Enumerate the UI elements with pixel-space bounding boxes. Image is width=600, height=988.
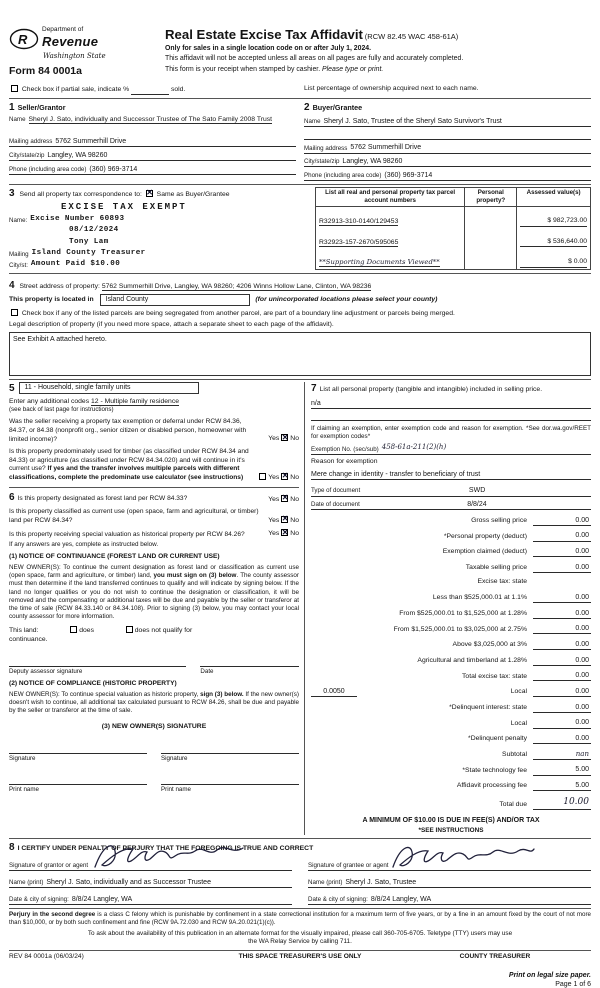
- local-rate-value[interactable]: 0.0050: [311, 687, 357, 697]
- property-location-section: 4 Street address of property: 5762 Summerhill Drive, Langley, WA 98260; 4206 Winns Hollow Lane, Clinton, WA 98236 This property is located in Island County (for unincorporated locations please select your county) Check box if any of the listed parcels are being segregated from another parcel, are part of a boundary line adjustment or parcels being merged. Legal description of property (if you need more space, attach a separate sheet to each page of the affidavit). See Exhibit A attached hereto.: [9, 273, 591, 376]
- deputy-assessor-row: [9, 657, 299, 676]
- additional-codes-field[interactable]: 12 - Multiple family residence: [91, 397, 180, 405]
- exemption-deferral-question: Was the seller receiving a property tax exemption or deferral under RCW 84.36, 84.37, or 84.38 (nonprofit org., senior citizen or disabled person, homeowner with limited income)? Yes ✕ No: [9, 418, 299, 444]
- new-owner-signature-title: (3) NEW OWNER(S) SIGNATURE: [101, 723, 207, 731]
- correspondence-city-label: City/st:: [9, 262, 28, 270]
- gross-selling-price-row: Gross selling price 0.00: [471, 516, 589, 524]
- minimum-due-note: A MINIMUM OF $10.00 IS DUE IN FEE(S) AND/OR TAX: [362, 816, 540, 824]
- total-due-value[interactable]: 10.00: [533, 797, 591, 810]
- type-of-document-field[interactable]: Type of document SWD: [311, 486, 591, 496]
- forest-land-question: 6 Is this property designated as forest land per RCW 84.33? Yes ✕ No: [9, 491, 299, 504]
- tax-computation-section: 7 List all personal property (tangible and intangible) included in selling price. n/a If claiming an exemption, enter exemption code and reason for exemption. *See dor.wa.gov/REET for exemption codes* Exemption No. (sec/sub) 458-61a-211(2)(h) Reason for exemption Mere change in identity - transfer to beneficiary of trust Type of document SWD Date of document 8/8/24 Gross selling price 0.00 *Personal property (deduct) 0.00 Exemption claimed (deduct) 0.00 Taxable selling price 0.00 Excise tax: state Less than $525,000.01 at 1.1% 0.00 From $525,000.01 to $1,525,000 at 1.28% 0.00 From $1,525,000.01 to $3,025,000 at 2.75% 0.00 Above $3,025,000 at 3% 0.00 Agricultural and timberland at 1.28% 0.00 Total excise tax: state 0.00 0.0050 Local 0.00 *Delinquent interest: state 0.00 Local 0.00 *Delinquent penalty 0.00 Subtotal nan *State technology fee 5.00 Affidavit processing fee 5.00 Total due 10.00 A MINIMUM OF $10.00 IS DUE IN FEE(S) AND/OR TAX *SEE INSTRUCTIONS: [304, 382, 591, 835]
- exemption-number-field[interactable]: Exemption No. (sec/sub) 458-61a-211(2)(h): [311, 445, 591, 455]
- see-instructions-note: (see back of last page for instructions): [9, 406, 114, 414]
- new-owner-printname-field-2[interactable]: [161, 775, 299, 785]
- see-instructions-footnote: *SEE INSTRUCTIONS: [418, 826, 484, 834]
- new-owner-signature-row: [9, 744, 299, 763]
- grantee-signature: [388, 839, 538, 873]
- send-correspondence-label: Send all property tax correspondence to:: [19, 190, 142, 198]
- does-not-qualify-checkbox[interactable]: [126, 626, 133, 633]
- signature-label-1: Signature: [9, 754, 36, 762]
- timber-yes-checkbox[interactable]: [259, 473, 266, 480]
- printname-label-1: Print name: [9, 785, 39, 793]
- exemption-claimed-row: Exemption claimed (deduct) 0.00: [442, 548, 589, 556]
- assessed-value-2[interactable]: $ 536,640.00: [520, 238, 587, 248]
- personal-property-deduct-row: *Personal property (deduct) 0.00: [443, 532, 589, 540]
- signature-label-2: Signature: [161, 754, 188, 762]
- grantor-name-field[interactable]: Name (print) Sheryl J. Sato, individually and as Successor Trustee: [9, 877, 292, 888]
- page-indicator: Page 1 of 6: [555, 981, 591, 988]
- seller-name-field[interactable]: Name Sheryl J. Sato, individually and Successor Trustee of The Sato Family 2008 Trust: [9, 115, 273, 123]
- excise-tax-state-spacer: [533, 579, 591, 587]
- correspondence-block: 3 Send all property tax correspondence to: ✕ Same as Buyer/Grantee EXCISE TAX EXEMPT Name: Excise Number 60893 08/12/2024 Tony Lam Mailing Island County Treasurer City/st: Amount Paid $10.00: [9, 187, 309, 270]
- tier2-value[interactable]: 0.00: [533, 609, 591, 619]
- reason-for-exemption-field[interactable]: Mere change in identity - transfer to beneficiary of trust: [311, 470, 591, 480]
- supporting-documents-note: **Supporting Documents Viewed**: [319, 258, 440, 267]
- notice-compliance-body: NEW OWNER(S): To continue special valuation as historic property, sign (3) below. If the new owner(s) doesn't wish to continue, all additional tax calculated pursuant to RCW 84.26, shall be due and payable by the seller or transferor at the time of sale.: [9, 690, 299, 714]
- partial-sale-checkbox[interactable]: [11, 85, 18, 92]
- excise-stamp-cashier: Tony Lam: [69, 237, 109, 246]
- buyer-grantee-section: 2 Buyer/Grantee Name Sheryl J. Sato, Trustee of the Sheryl Sato Survivor's Trust Mailing address 5762 Summerhill Drive City/state/zip Langley, WA 98260 Phone (including area code) (360) 969-3714: [304, 101, 591, 181]
- street-address-field[interactable]: 5762 Summerhill Drive, Langley, WA 98260; 4206 Winns Hollow Lane, Clinton, WA 98236: [101, 282, 372, 290]
- timber-agriculture-question: Is this property predominately used for timber (as classified under RCW 84.34 and 84.33) or agriculture (as classified under RCW 84.34.020) and will continue in it's current use? If yes and the transfer involves multiple parcels with different classifications, complete the predominate use calculator (see instructions) Yes ✕ No: [9, 448, 299, 482]
- notice-continuance-body: NEW OWNER(S): To continue the current designation as forest land or classification as current use (open space, farm and agriculture, or timber) land, you must sign on (3) below. The county assessor must then determine if the land transferred continues to qualify and will indicate by signing below. If the land no longer qualifies or you do not wish to continue the designation or classification, it will be removed and the compensating or additional taxes will be due and payable by the seller or transferor at the time of sale (RCW 84.33.140 or 84.34.108). Prior to signing (3) below, you may contact your local county assessor for more information.: [9, 564, 300, 621]
- parcel-account-2[interactable]: R32923-157-2670/595065: [319, 238, 399, 246]
- subtotal-value[interactable]: nan: [533, 750, 591, 760]
- correspondence-name-label: Name:: [9, 216, 28, 224]
- continuance-label: continuance.: [9, 636, 48, 644]
- correspondence-mailing-label: Mailing: [9, 250, 29, 258]
- personal-property-field-line2[interactable]: [311, 412, 591, 421]
- exemption-deferral-no-checkbox[interactable]: [281, 434, 288, 441]
- new-owner-printname-row: [9, 775, 299, 794]
- footer-row: [9, 950, 591, 962]
- personal-property-cell-3[interactable]: [465, 248, 517, 269]
- affidavit-processing-fee-value[interactable]: 5.00: [533, 781, 591, 791]
- form-header: [9, 26, 591, 79]
- personal-property-cell-1[interactable]: [465, 206, 517, 227]
- legal-description-label: Legal description of property (if you need more space, attach a separate sheet to each page of the affidavit).: [9, 321, 334, 329]
- land-use-code-field[interactable]: 11 - Household, single family units: [19, 382, 199, 394]
- svg-text:R: R: [18, 31, 28, 47]
- new-owner-printname-field-1[interactable]: [9, 775, 147, 785]
- grantor-signing-block: [9, 854, 292, 905]
- header-note-3: This form is your receipt when stamped by cashier. Please type or print.: [165, 65, 384, 73]
- total-due-row: Total due 10.00: [499, 796, 589, 808]
- new-owner-signature-field-2[interactable]: [161, 744, 299, 754]
- additional-codes-label: Enter any additional codes: [9, 397, 90, 405]
- notice-continuance-title: (1) NOTICE OF CONTINUANCE (FOREST LAND OR CURRENT USE): [9, 553, 220, 561]
- print-legal-size-note: Print on legal size paper.: [508, 972, 591, 980]
- total-excise-state-value[interactable]: 0.00: [533, 671, 591, 681]
- personal-property-col-header: Personal property?: [465, 187, 517, 206]
- delinquent-interest-local-value[interactable]: 0.00: [533, 718, 591, 728]
- total-excise-state-row: Total excise tax: state 0.00: [462, 672, 589, 680]
- buyer-name-field[interactable]: Name Sheryl J. Sato, Trustee of the Sheryl Sato Survivor's Trust: [304, 117, 591, 127]
- historic-no-checkbox[interactable]: [281, 529, 288, 536]
- parcel-table: [315, 187, 591, 270]
- exemption-number-value: 458-61a-211(2)(h): [381, 442, 447, 451]
- parcel-account-1[interactable]: R32913-310-0140/129453: [319, 217, 399, 225]
- lower-columns: [9, 379, 591, 835]
- exemption-note: If claiming an exemption, enter exemption code and reason for exemption. *See dor.wa.gov/REET for exemption codes*: [311, 425, 591, 441]
- assessed-value-3[interactable]: $ 0.00: [520, 258, 587, 268]
- tier3-value[interactable]: 0.00: [533, 624, 591, 634]
- header-note-2: This affidavit will not be accepted unless all areas on all pages are fully and accurately completed.: [165, 55, 464, 63]
- if-yes-note: If any answers are yes, complete as instructed below.: [9, 541, 159, 549]
- does-qualify-checkbox[interactable]: [70, 626, 77, 633]
- parcel-col-header: List all real and personal property tax parcel account numbers: [316, 187, 465, 206]
- tier4-value[interactable]: 0.00: [533, 640, 591, 650]
- personal-property-label: List all personal property (tangible and intangible) included in selling price.: [319, 386, 543, 393]
- county-treasurer-label: COUNTY TREASURER: [459, 952, 531, 960]
- new-owner-signature-field-1[interactable]: [9, 744, 147, 754]
- notice-compliance-title: (2) NOTICE OF COMPLIANCE (HISTORIC PROPERTY): [9, 679, 177, 687]
- form-number: Form 84 0001a: [9, 65, 82, 78]
- grantor-signature-field[interactable]: Signature of grantor or agent: [9, 860, 292, 871]
- reason-for-exemption-label: Reason for exemption: [311, 458, 378, 466]
- taxable-selling-price-row: Taxable selling price 0.00: [465, 563, 589, 572]
- deputy-date-field[interactable]: [200, 657, 299, 667]
- delinquent-penalty-value[interactable]: 0.00: [533, 734, 591, 744]
- located-in-label: This property is located in: [9, 296, 94, 304]
- accessibility-note: To ask about the availability of this publication in an alternate format for the visually impaired, please call 360-705-6705. Teletype (TTY) users may use the WA Relay Service by calling 711.: [87, 930, 513, 946]
- assessed-value-col-header: Assessed value(s): [517, 187, 591, 206]
- title-block: [159, 26, 591, 79]
- tier1-value[interactable]: 0.00: [533, 593, 591, 603]
- tier1-row: Less than $525,000.01 at 1.1% 0.00: [432, 593, 589, 602]
- deputy-date-label: Date: [200, 667, 214, 675]
- buyer-name-overflow-line[interactable]: [304, 131, 591, 140]
- treasurer-space-label: THIS SPACE TREASURER'S USE ONLY: [238, 952, 362, 960]
- perjury-statement: Perjury in the second degree is a class C felony which is punishable by confinement in a state correctional institution for a maximum term of five years, or by a fine in an amount fixed by the court of not more than $10,000, or by both such confinement and fine (RCW 9A.72.030 and RCW 9A.20.021(1)(c)).: [9, 908, 591, 927]
- delinquent-penalty-row: *Delinquent penalty 0.00: [468, 735, 589, 743]
- current-use-question: Is this property classified as current use (open space, farm and agricultural, or timber) land per RCW 84.34? Yes ✕ No: [9, 508, 299, 525]
- grantee-signature-field[interactable]: Signature of grantee or agent: [308, 860, 591, 871]
- county-select[interactable]: Island County: [100, 294, 250, 306]
- deputy-assessor-signature-field[interactable]: [9, 657, 186, 667]
- current-use-no-checkbox[interactable]: [281, 516, 288, 523]
- parcel-row: [316, 228, 591, 249]
- same-as-buyer-label: Same as Buyer/Grantee: [156, 190, 230, 198]
- agricultural-timberland-value[interactable]: 0.00: [533, 656, 591, 666]
- parties-section: [9, 98, 591, 181]
- local-tax-value[interactable]: 0.00: [533, 687, 591, 697]
- excise-stamp-line1: EXCISE TAX EXEMPT: [61, 201, 187, 212]
- certify-statement: I CERTIFY UNDER PENALTY OF PERJURY THAT THE FOREGOING IS TRUE AND CORRECT: [17, 844, 314, 852]
- county-note: (for unincorporated locations please select your county): [255, 296, 438, 304]
- seller-grantor-section: 1 Seller/Grantor Name Sheryl J. Sato, individually and Successor Trustee of The Sato Family 2008 Trust Mailing address 5762 Summerhill Drive City/state/zip Langley, WA 98260 Phone (including area code) (360) 969-3714: [9, 101, 296, 181]
- gross-selling-price-value[interactable]: 0.00: [533, 516, 591, 526]
- state-technology-fee-value[interactable]: 5.00: [533, 765, 591, 775]
- buyer-phone-field[interactable]: Phone (including area code) (360) 969-3714: [304, 171, 591, 181]
- partial-sale-row: [9, 85, 591, 95]
- personal-property-field[interactable]: n/a: [311, 399, 591, 409]
- buyer-heading: Buyer/Grantee: [312, 102, 363, 112]
- street-address-label: Street address of property:: [19, 282, 100, 290]
- local-rate-row: 0.0050 Local 0.00: [311, 687, 591, 697]
- subtotal-row: Subtotal nan: [502, 749, 589, 759]
- delinquent-interest-state-value[interactable]: 0.00: [533, 703, 591, 713]
- grantee-date-field[interactable]: Date & city of signing: 8/8/24 Langley, WA: [308, 894, 591, 905]
- historic-property-question: Is this property receiving special valuation as historical property per RCW 84.26? Yes ✕ No: [9, 529, 299, 539]
- timber-no-checkbox[interactable]: [281, 473, 288, 480]
- personal-property-cell-2[interactable]: [465, 228, 517, 249]
- agricultural-timberland-row: Agricultural and timberland at 1.28% 0.00: [417, 656, 589, 664]
- grantor-signature: [89, 837, 249, 873]
- excise-stamp-number: Excise Number 60893: [30, 214, 125, 223]
- grantor-date-field[interactable]: Date & city of signing: 8/8/24 Langley, WA: [9, 894, 292, 905]
- partial-sale-label: Check box if partial sale, indicate %: [21, 86, 130, 94]
- personal-property-deduct-value[interactable]: 0.00: [533, 531, 591, 541]
- washington-state-label: Washington State: [43, 52, 106, 61]
- printname-label-2: Print name: [161, 785, 191, 793]
- excise-stamp-treasurer: Island County Treasurer: [31, 249, 146, 258]
- revenue-label: Revenue: [42, 34, 99, 50]
- assessed-value-1[interactable]: $ 982,723.00: [520, 217, 587, 227]
- left-column: [9, 382, 304, 835]
- partial-sale-suffix: sold.: [170, 86, 186, 94]
- grantee-name-field[interactable]: Name (print) Sheryl J. Sato, Trustee: [308, 877, 591, 888]
- seller-mailing-field[interactable]: Mailing address 5762 Summerhill Drive: [9, 137, 296, 147]
- designation-section: [9, 487, 299, 794]
- date-of-document-field[interactable]: Date of document 8/8/24: [311, 500, 591, 510]
- dor-logo: [9, 27, 39, 51]
- ownership-note: List percentage of ownership acquired next to each name.: [304, 85, 479, 93]
- segregated-checkbox[interactable]: [11, 309, 18, 316]
- affidavit-processing-fee-row: Affidavit processing fee 5.00: [456, 782, 589, 790]
- deputy-assessor-label: Deputy assessor signature: [9, 667, 83, 675]
- taxable-selling-price-value[interactable]: 0.00: [533, 563, 591, 573]
- partial-percent-field[interactable]: [131, 87, 169, 95]
- segregated-label: Check box if any of the listed parcels are being segregated from another parcel, are part of a boundary line adjustment or parcels being merged.: [21, 309, 455, 317]
- forest-land-no-checkbox[interactable]: [281, 495, 288, 502]
- buyer-citystatezip-field[interactable]: City/state/zip Langley, WA 98260: [304, 157, 591, 167]
- legal-description-value: See Exhibit A attached hereto.: [13, 336, 107, 343]
- excise-stamp-amount: Amount Paid $10.00: [30, 260, 121, 269]
- parcel-row: [316, 248, 591, 269]
- land-use-section: 5 11 - Household, single family units Enter any additional codes 12 - Multiple family residence (see back of last page for instructions) Was the seller receiving a property tax exemption or deferral under RCW 84.36, 84.37, or 84.38 (nonprofit org., senior citizen or disabled person, homeowner with limited income)? Yes ✕ No Is this property predominately used for timber (as classified under RCW 84.34 and 84.33) or agriculture (as classified under RCW 84.34.020) and will continue in it's current use? If yes and the transfer involves multiple parcels with different classifications, complete the predominate use calculator (see instructions) Yes ✕ No: [9, 382, 299, 482]
- dept-of-label: Department of: [42, 26, 84, 33]
- continuance-qualify-row: This land: does does not qualify for: [9, 627, 193, 635]
- tier3-row: From $1,525,000.01 to $3,025,000 at 2.75% 0.00: [393, 625, 589, 633]
- buyer-mailing-field[interactable]: Mailing address 5762 Summerhill Drive: [304, 143, 591, 153]
- excise-stamp-date: 08/12/2024: [69, 226, 119, 235]
- exemption-claimed-value[interactable]: 0.00: [533, 547, 591, 557]
- state-technology-fee-row: *State technology fee 5.00: [462, 766, 589, 774]
- delinquent-interest-local-row: Local 0.00: [510, 719, 589, 727]
- certification-section: 8 I CERTIFY UNDER PENALTY OF PERJURY THAT THE FOREGOING IS TRUE AND CORRECT Signature of grantor or agent Name (print) Sheryl J. Sato, individually and as Successor Trustee Date & city of signing: 8/8/24 Langley, WA Signature of grantee or agent Name (print) Sheryl J. Sato, Trustee Date & city of signing: 8/8/24 Langley, WA: [9, 838, 591, 905]
- print-note-block: [9, 971, 591, 988]
- agency-block: [9, 26, 159, 79]
- rev-number: REV 84 0001a (06/03/24): [9, 952, 84, 960]
- parcel-row: [316, 206, 591, 227]
- page-title: Real Estate Excise Tax Affidavit: [165, 27, 363, 42]
- title-rcw: (RCW 82.45 WAC 458-61A): [364, 32, 459, 41]
- seller-citystatezip-field[interactable]: City/state/zip Langley, WA 98260: [9, 151, 296, 161]
- tier2-row: From $525,000.01 to $1,525,000 at 1.28% 0.00: [399, 609, 589, 617]
- tax-correspondence-section: [9, 184, 591, 270]
- tier4-row: Above $3,025,000 at 3% 0.00: [452, 640, 589, 649]
- header-note-1: Only for sales in a single location code on or after July 1, 2024.: [165, 44, 372, 52]
- excise-tax-state-header-row: Excise tax: state: [311, 578, 591, 587]
- grantee-signing-block: [308, 854, 591, 905]
- delinquent-interest-state-row: *Delinquent interest: state 0.00: [449, 703, 589, 711]
- seller-phone-field[interactable]: Phone (including area code) (360) 969-3714: [9, 165, 296, 175]
- seller-heading: Seller/Grantor: [17, 102, 66, 112]
- same-as-buyer-checkbox[interactable]: [146, 190, 153, 197]
- legal-description-box[interactable]: [9, 332, 591, 376]
